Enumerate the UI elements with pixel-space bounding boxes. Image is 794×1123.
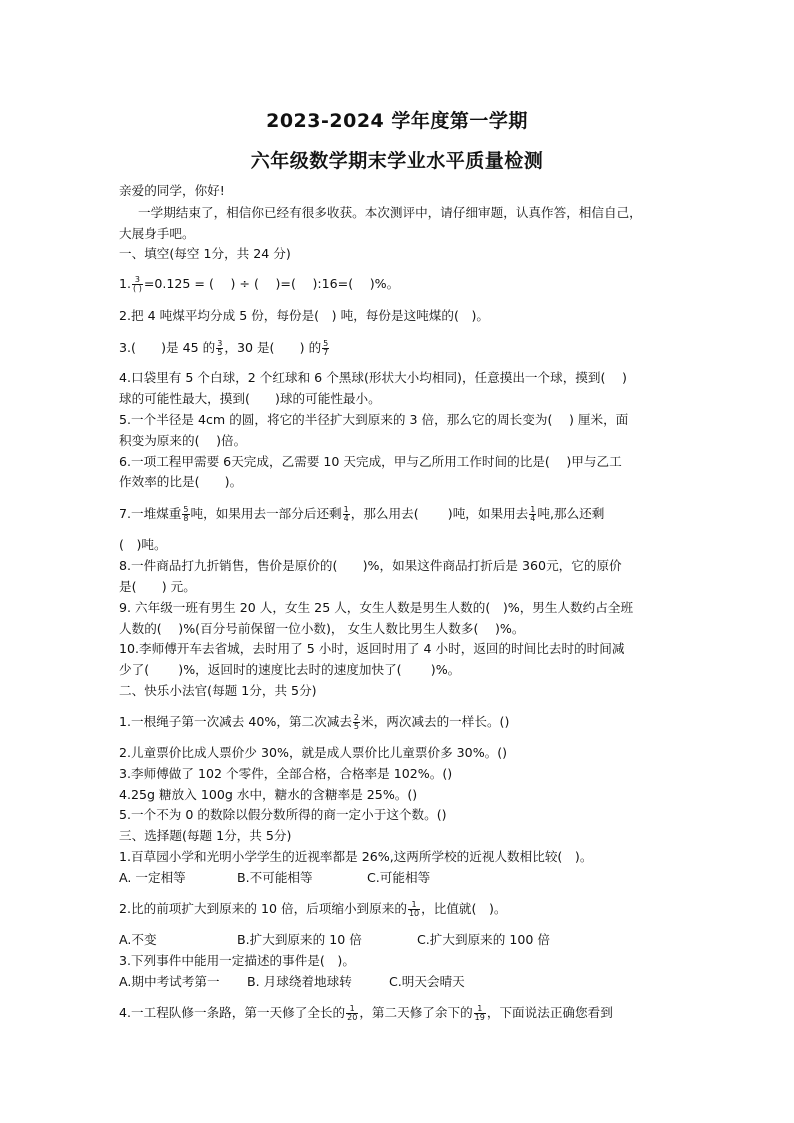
question-text: ，30 是( ) 的: [224, 340, 322, 355]
question-text: 吨，如果用去一部分后还剩: [190, 506, 342, 521]
question-1-8-line-2: 是( ) 元。: [119, 579, 196, 594]
question-2-3: 3.李师傅做了 102 个零件，全部合格，合格率是 102%。(): [119, 766, 453, 781]
fraction: [322, 340, 329, 357]
question-text: 3.( )是 45 的: [119, 340, 216, 355]
fraction: [353, 714, 360, 731]
question-2-2: 2.儿童票价比成人票价少 30%，就是成人票价比儿童票价多 30%。(): [119, 745, 508, 760]
fraction: [182, 506, 189, 523]
question-1-4-line-1: 4.口袋里有 5 个白球，2 个红球和 6 个黑球(形状大小均相同)，任意摸出一个球，摸到( ): [119, 370, 627, 385]
exam-title: 2023-2024 学年度第一学期: [266, 110, 528, 132]
question-1-5-line-2: 积变为原来的( )倍。: [119, 433, 247, 448]
question-3-3: 3.下列事件中能用一定描述的事件是( )。: [119, 953, 355, 968]
fraction: [216, 340, 223, 357]
fraction-denominator: 4: [530, 514, 536, 523]
intro-line-1: 一学期结束了，相信你已经有很多收获。本次测评中，请仔细审题，认真作答，相信自己，: [138, 205, 642, 220]
question-1-7-line-1: [119, 506, 679, 523]
fraction-numerator: 3: [217, 339, 223, 348]
fraction-denominator: 19: [474, 1013, 485, 1022]
section-3-heading: 三、选择题(每题 1分，共 5分): [119, 828, 292, 843]
fraction: [474, 1005, 486, 1022]
question-text: 1.: [119, 276, 132, 291]
fraction-denominator: 5: [353, 722, 360, 731]
option-b: B.不可能相等: [237, 870, 313, 885]
question-text: ，下面说法正确您看到: [486, 1005, 613, 1020]
fraction-denominator: 5: [217, 348, 223, 357]
question-1-1: [119, 276, 679, 293]
section-1-heading: 一、填空(每空 1分，共 24 分): [119, 246, 291, 261]
question-3-4: [119, 1005, 679, 1022]
option-a: A. 一定相等: [119, 870, 186, 885]
question-3-3-options: [119, 974, 679, 990]
question-text: ，那么用去( )吨，如果用去: [350, 506, 529, 521]
question-2-4: 4.25g 糖放入 100g 水中，糖水的含糖率是 25%。(): [119, 787, 418, 802]
question-1-2: 2.把 4 吨煤平均分成 5 份，每份是( ) 吨，每份是这吨煤的( )。: [119, 308, 489, 323]
option-b: B. 月球绕着地球转: [247, 974, 352, 989]
fraction-numerator: 1: [474, 1005, 486, 1014]
fraction-numerator: 1: [343, 505, 349, 514]
question-3-1-options: [119, 870, 679, 886]
fraction-numerator: 1: [530, 505, 536, 514]
option-a: A.期中考试考第一: [119, 974, 220, 989]
question-2-1: [119, 714, 679, 731]
question-1-6-line-2: 作效率的比是( )。: [119, 474, 243, 489]
question-3-2: [119, 901, 679, 918]
fraction-denominator: 7: [323, 348, 329, 357]
fraction-denominator: 4: [343, 514, 349, 523]
fraction: [529, 506, 536, 523]
fraction: [346, 1005, 358, 1022]
exam-subtitle: 六年级数学期末学业水平质量检测: [250, 150, 544, 172]
question-1-4-line-2: 球的可能性最大，摸到( )球的可能性最小。: [119, 391, 381, 406]
fraction: [408, 901, 420, 918]
question-text: ，比值就( )。: [421, 901, 507, 916]
fraction-denominator: ( ): [133, 284, 142, 293]
question-1-10-line-1: 10.李师傅开车去省城，去时用了 5 小时，返回时用了 4 小时，返回的时间比去时的时间减: [119, 641, 625, 656]
fraction-numerator: 3: [132, 276, 143, 285]
fraction-denominator: 10: [408, 909, 420, 918]
section-2-heading: 二、快乐小法官(每题 1分，共 5分): [119, 683, 317, 698]
question-text: 1.一根绳子第一次减去 40%，第二次减去: [119, 714, 352, 729]
question-1-3: [119, 340, 679, 357]
question-text: ，第二天修了余下的: [359, 1005, 473, 1020]
question-1-7-line-2: ( )吨。: [119, 537, 167, 552]
question-1-6-line-1: 6.一项工程甲需要 6天完成，乙需要 10 天完成，甲与乙所用工作时间的比是( )甲与乙工: [119, 454, 622, 469]
option-c: C.明天会晴天: [389, 974, 465, 989]
fraction: [343, 506, 350, 523]
question-text: 4.一工程队修一条路，第一天修了全长的: [119, 1005, 346, 1020]
fraction-numerator: 1: [346, 1005, 358, 1014]
intro-greeting: 亲爱的同学，你好!: [119, 183, 225, 198]
intro-line-2: 大展身手吧。: [119, 226, 195, 241]
question-text: =0.125 = ( ) ÷ ( )=( ):16=( )%。: [143, 276, 400, 291]
question-text: 米，两次减去的一样长。(): [361, 714, 510, 729]
option-c: C.可能相等: [367, 870, 431, 885]
question-text: 2.比的前项扩大到原来的 10 倍，后项缩小到原来的: [119, 901, 407, 916]
option-a: A.不变: [119, 932, 157, 947]
option-c: C.扩大到原来的 100 倍: [417, 932, 550, 947]
question-3-2-options: [119, 932, 679, 948]
fraction-denominator: 20: [347, 1013, 358, 1022]
question-1-9-line-1: 9. 六年级一班有男生 20 人，女生 25 人，女生人数是男生人数的( )%，男生人数约占全班: [119, 600, 634, 615]
option-b: B.扩大到原来的 10 倍: [237, 932, 362, 947]
question-1-8-line-1: 8.一件商品打九折销售，售价是原价的( )%，如果这件商品打折后是 360元，它的原价: [119, 558, 622, 573]
question-1-9-line-2: 人数的( )%(百分号前保留一位小数)， 女生人数比男生人数多( )%。: [119, 621, 525, 636]
question-2-5: 5.一个不为 0 的数除以假分数所得的商一定小于这个数。(): [119, 807, 447, 822]
fraction-numerator: 1: [408, 901, 420, 910]
question-text: 7.一堆煤重: [119, 506, 182, 521]
fraction-numerator: 5: [323, 339, 329, 348]
question-1-5-line-1: 5.一个半径是 4cm 的圆，将它的半径扩大到原来的 3 倍，那么它的周长变为( ) 厘米，面: [119, 412, 629, 427]
fraction-numerator: 5: [183, 505, 189, 514]
question-1-10-line-2: 少了( )%，返回时的速度比去时的速度加快了( )%。: [119, 662, 461, 677]
fraction-numerator: 2: [353, 713, 360, 722]
question-3-1: 1.百草园小学和光明小学学生的近视率都是 26%,这两所学校的近视人数相比较( )。: [119, 849, 593, 864]
fraction-denominator: 8: [183, 514, 189, 523]
fraction: [132, 276, 143, 293]
question-text: 吨,那么还剩: [537, 506, 605, 521]
